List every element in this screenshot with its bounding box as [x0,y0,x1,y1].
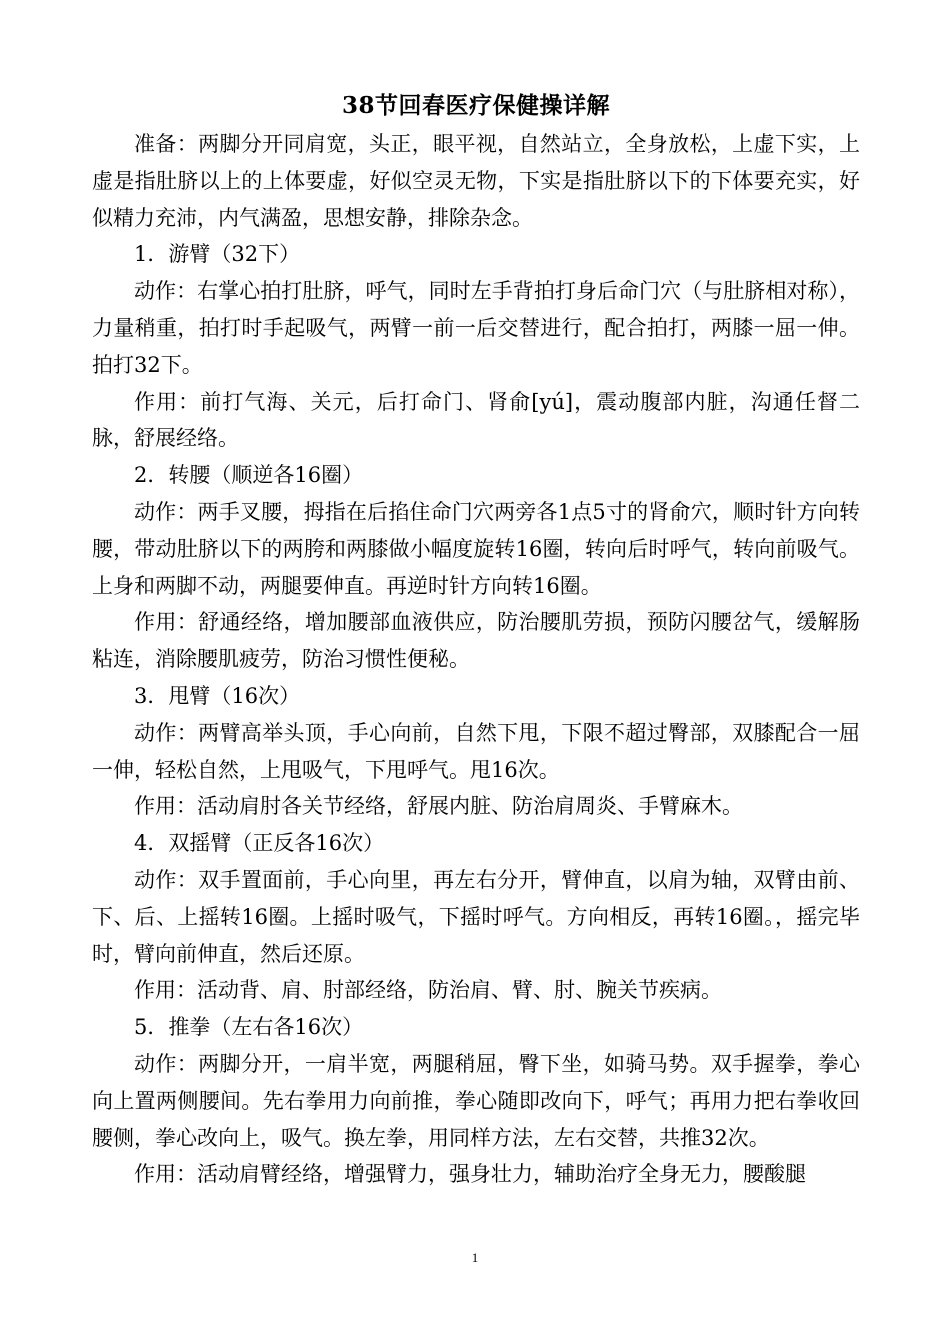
section-heading: 1．游臂（32下） [134,242,301,267]
section-effect: 作用：活动肩臂经络，增强臂力，强身壮力，辅助治疗全身无力，腰酸腿 [134,1162,806,1187]
section-2 [92,457,860,678]
section-effect: 作用：活动肩肘各关节经络，舒展内脏、防治肩周炎、手臂麻木。 [134,794,743,819]
section-action: 动作：双手置面前，手心向里，再左右分开，臂伸直，以肩为轴，双臂由前、下、后、上摇转16圈。上摇时吸气，下摇时呼气。方向相反，再转16圈。，摇完毕时，臂向前伸直，然后还原。 [92,867,860,966]
document-page [92,88,860,1193]
section-action: 动作：两手叉腰，拇指在后掐住命门穴两旁各1点5寸的肾俞穴，顺时针方向转腰，带动肚脐以下的两胯和两膝做小幅度旋转16圈，转向后时呼气，转向前吸气。上身和两脚不动，两腿要伸直。再逆时针方向转16圈。 [92,499,860,598]
section-4 [92,825,860,1009]
intro-paragraph: 准备：两脚分开同肩宽，头正，眼平视，自然站立，全身放松，上虚下实，上虚是指肚脐以上的上体要虚，好似空灵无物，下实是指肚脐以下的下体要充实，好似精力充沛，内气满盈，思想安静，排除杂念。 [92,132,860,230]
section-5 [92,1009,860,1193]
section-3 [92,678,860,825]
section-action: 动作：两臂高举头顶，手心向前，自然下甩，下限不超过臀部，双膝配合一屈一伸，轻松自然，上甩吸气，下甩呼气。甩16次。 [92,720,860,782]
page-number: 1 [471,1250,479,1265]
section-effect: 作用：前打气海、关元，后打命门、肾俞[yú]，震动腹部内脏，沟通任督二脉，舒展经络。 [92,389,860,451]
section-effect: 作用：舒通经络，增加腰部血液供应，防治腰肌劳损，预防闪腰岔气，缓解肠粘连，消除腰肌疲劳，防治习惯性便秘。 [92,610,860,672]
section-heading: 4．双摇臂（正反各16次） [134,831,385,856]
section-heading: 3．甩臂（16次） [134,683,301,708]
section-action: 动作：右掌心拍打肚脐，呼气，同时左手背拍打身后命门穴（与肚脐相对称），力量稍重，拍打时手起吸气，两臂一前一后交替进行，配合拍打，两膝一屈一伸。拍打32下。 [92,279,860,377]
section-heading: 2．转腰（顺逆各16圈） [134,463,364,488]
section-1 [92,236,860,457]
section-heading: 5．推拳（左右各16次） [134,1015,364,1040]
section-effect: 作用：活动背、肩、肘部经络，防治肩、臂、肘、腕关节疾病。 [134,978,722,1003]
section-action: 动作：两脚分开，一肩半宽，两腿稍屈，臀下坐，如骑马势。双手握拳，拳心向上置两侧腰间。先右拳用力向前推，拳心随即改向下，呼气；再用力把右拳收回腰侧，拳心改向上，吸气。换左拳，用同样方法，左右交替，共推32次。 [92,1051,860,1150]
page-title: 38节回春医疗保健操详解 [341,92,610,119]
